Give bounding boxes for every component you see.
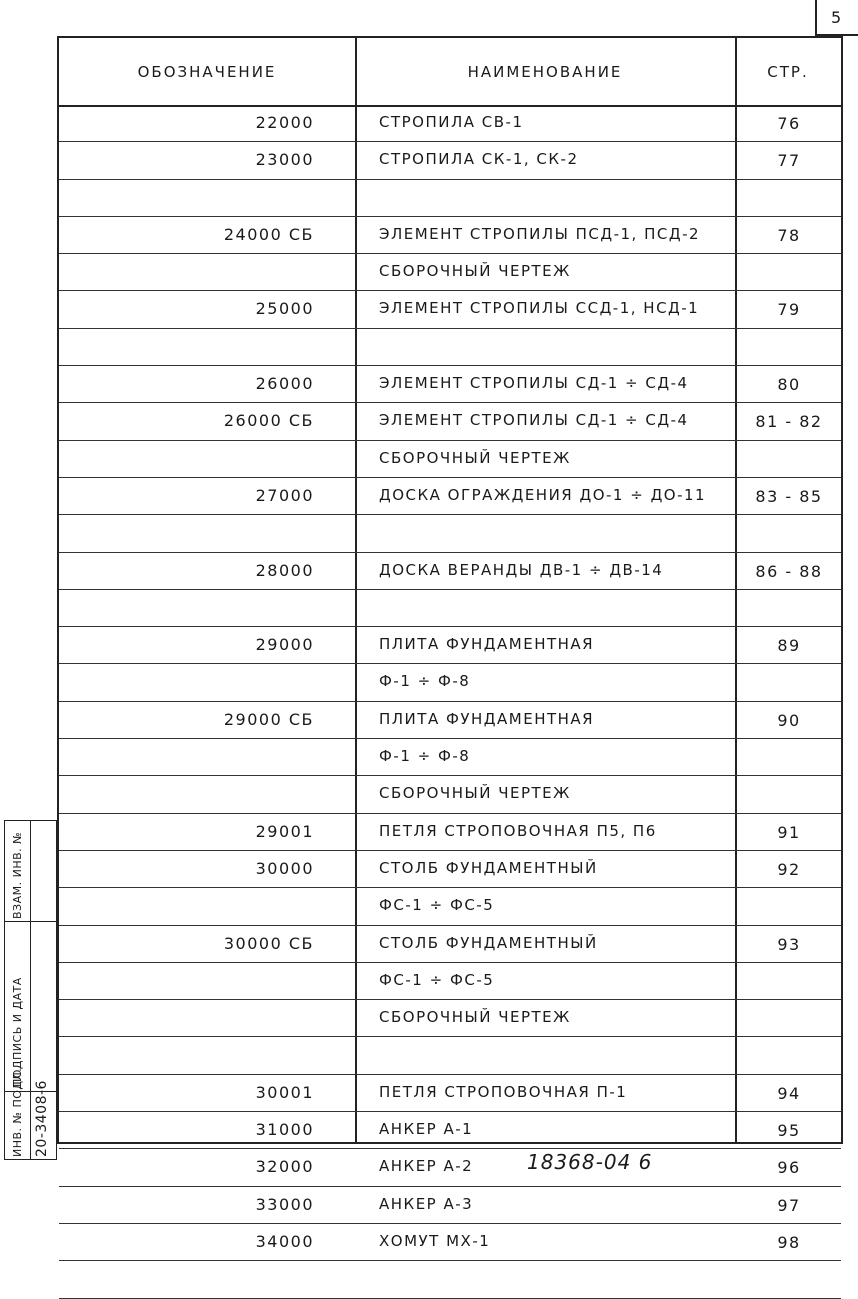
row-name: ПЛИТА ФУНДАМЕНТНАЯ	[379, 635, 595, 654]
row-name: СБОРОЧНЫЙ ЧЕРТЕЖ	[379, 784, 571, 803]
row-code: 28000	[255, 560, 314, 580]
row-page: 95	[777, 1121, 801, 1141]
row-page: 92	[777, 859, 801, 879]
row-page: 96	[777, 1158, 801, 1178]
row-name: ПЛИТА ФУНДАМЕНТНАЯ	[379, 709, 595, 728]
row-name: Ф-1 ÷ Ф-8	[379, 672, 471, 691]
table-row	[59, 1224, 841, 1261]
table-row	[59, 217, 841, 254]
table-body	[59, 105, 841, 1299]
row-page: 79	[777, 300, 801, 320]
table-row	[59, 851, 841, 888]
document-code: 18368-04 6	[527, 1150, 653, 1174]
row-name: АНКЕР А-2	[379, 1157, 474, 1176]
table-row	[59, 739, 841, 776]
header-designation: ОБОЗНАЧЕНИЕ	[137, 62, 277, 81]
row-name: СТРОПИЛА СК-1, СК-2	[379, 150, 579, 169]
row-page: 89	[777, 636, 801, 656]
row-page: 76	[777, 114, 801, 133]
row-name: СТОЛБ ФУНДАМЕНТНЫЙ	[379, 858, 598, 877]
page-number: 5	[831, 8, 842, 27]
row-code: 30001	[255, 1082, 314, 1102]
row-name: СБОРОЧНЫЙ ЧЕРТЕЖ	[379, 1008, 571, 1027]
table-row	[59, 627, 841, 664]
table-row	[59, 1000, 841, 1037]
table-header	[59, 38, 841, 107]
table-row	[59, 403, 841, 440]
row-code: 29000	[255, 635, 314, 655]
table-row	[59, 702, 841, 739]
table-row	[59, 553, 841, 590]
table-row	[59, 366, 841, 403]
row-page: 80	[777, 375, 801, 395]
row-code: 26000 СБ	[223, 411, 314, 431]
row-name: ЭЛЕМЕНТ СТРОПИЛЫ СД-1 ÷ СД-4	[379, 411, 689, 430]
row-name: ДОСКА ВЕРАНДЫ ДВ-1 ÷ ДВ-14	[379, 560, 664, 579]
table-row	[59, 329, 841, 366]
table-row	[59, 1037, 841, 1074]
stamp-replace-label: ВЗАМ. ИНВ. №	[11, 831, 24, 919]
row-code: 24000 СБ	[223, 224, 314, 244]
table-row	[59, 1149, 841, 1186]
table-row	[59, 1261, 841, 1298]
row-name: ФС-1 ÷ ФС-5	[379, 896, 495, 915]
table-row	[59, 1187, 841, 1224]
table-row	[59, 254, 841, 291]
stamp-sign-label: ПОДПИСЬ И ДАТА	[11, 977, 24, 1087]
row-code: 34000	[255, 1231, 314, 1251]
table-row	[59, 590, 841, 627]
row-code: 31000	[255, 1120, 314, 1140]
row-code: 32000	[255, 1157, 314, 1177]
row-name: АНКЕР А-3	[379, 1194, 474, 1213]
stamp-inv-value: 20-3408-6	[34, 1080, 50, 1157]
table-row	[59, 963, 841, 1000]
stamp-divider	[5, 921, 56, 922]
row-name: ХОМУТ МХ-1	[379, 1231, 491, 1250]
table-row	[59, 1075, 841, 1112]
table-row	[59, 180, 841, 217]
row-code: 26000	[255, 374, 314, 394]
row-page: 94	[777, 1083, 801, 1103]
row-code: 23000	[255, 150, 314, 170]
table-row	[59, 664, 841, 701]
row-page: 77	[777, 151, 801, 171]
table-row	[59, 515, 841, 552]
row-page: 78	[777, 225, 801, 245]
row-name: СБОРОЧНЫЙ ЧЕРТЕЖ	[379, 262, 571, 281]
side-stamp	[4, 820, 57, 1160]
row-code: 22000	[255, 113, 314, 132]
row-code: 33000	[255, 1194, 314, 1214]
row-page: 86 - 88	[755, 561, 823, 581]
header-name: НАИМЕНОВАНИЕ	[467, 62, 623, 81]
row-code: 30000	[255, 858, 314, 878]
table-row	[59, 888, 841, 925]
row-page: 97	[777, 1195, 801, 1215]
table-row	[59, 926, 841, 963]
row-name: ДОСКА ОГРАЖДЕНИЯ ДО-1 ÷ ДО-11	[379, 485, 707, 504]
table-row	[59, 441, 841, 478]
table-row	[59, 776, 841, 813]
row-page: 91	[777, 822, 801, 842]
stamp-inv-label: ИНВ. № ПОДЛ.	[11, 1067, 24, 1157]
page-number-box	[815, 0, 858, 36]
row-name: Ф-1 ÷ Ф-8	[379, 747, 471, 766]
table-row	[59, 142, 841, 179]
table-row	[59, 478, 841, 515]
table-row	[59, 291, 841, 328]
row-code: 29000 СБ	[223, 709, 314, 729]
row-code: 25000	[255, 299, 314, 319]
table-row	[59, 814, 841, 851]
row-name: СТОЛБ ФУНДАМЕНТНЫЙ	[379, 933, 598, 952]
row-name: ЭЛЕМЕНТ СТРОПИЛЫ ПСД-1, ПСД-2	[379, 224, 701, 243]
table-row	[59, 105, 841, 142]
header-page: СТР.	[767, 62, 809, 81]
row-name: ЭЛЕМЕНТ СТРОПИЛЫ ССД-1, НСД-1	[379, 299, 700, 318]
row-name: ЭЛЕМЕНТ СТРОПИЛЫ СД-1 ÷ СД-4	[379, 374, 689, 393]
row-name: СТРОПИЛА СВ-1	[379, 113, 524, 131]
row-page: 93	[777, 934, 801, 954]
row-name: ПЕТЛЯ СТРОПОВОЧНАЯ П-1	[379, 1082, 628, 1101]
stamp-divider	[30, 821, 31, 1159]
row-page: 81 - 82	[755, 412, 823, 432]
row-code: 30000 СБ	[223, 933, 314, 953]
row-page: 90	[777, 710, 801, 730]
row-name: ПЕТЛЯ СТРОПОВОЧНАЯ П5, П6	[379, 821, 657, 840]
table-row	[59, 1112, 841, 1149]
row-page: 98	[777, 1232, 801, 1252]
row-page: 83 - 85	[755, 486, 823, 506]
row-code: 27000	[255, 485, 314, 505]
row-name: АНКЕР А-1	[379, 1120, 474, 1139]
row-name: ФС-1 ÷ ФС-5	[379, 970, 495, 989]
row-code: 29001	[255, 821, 314, 841]
row-name: СБОРОЧНЫЙ ЧЕРТЕЖ	[379, 448, 571, 467]
